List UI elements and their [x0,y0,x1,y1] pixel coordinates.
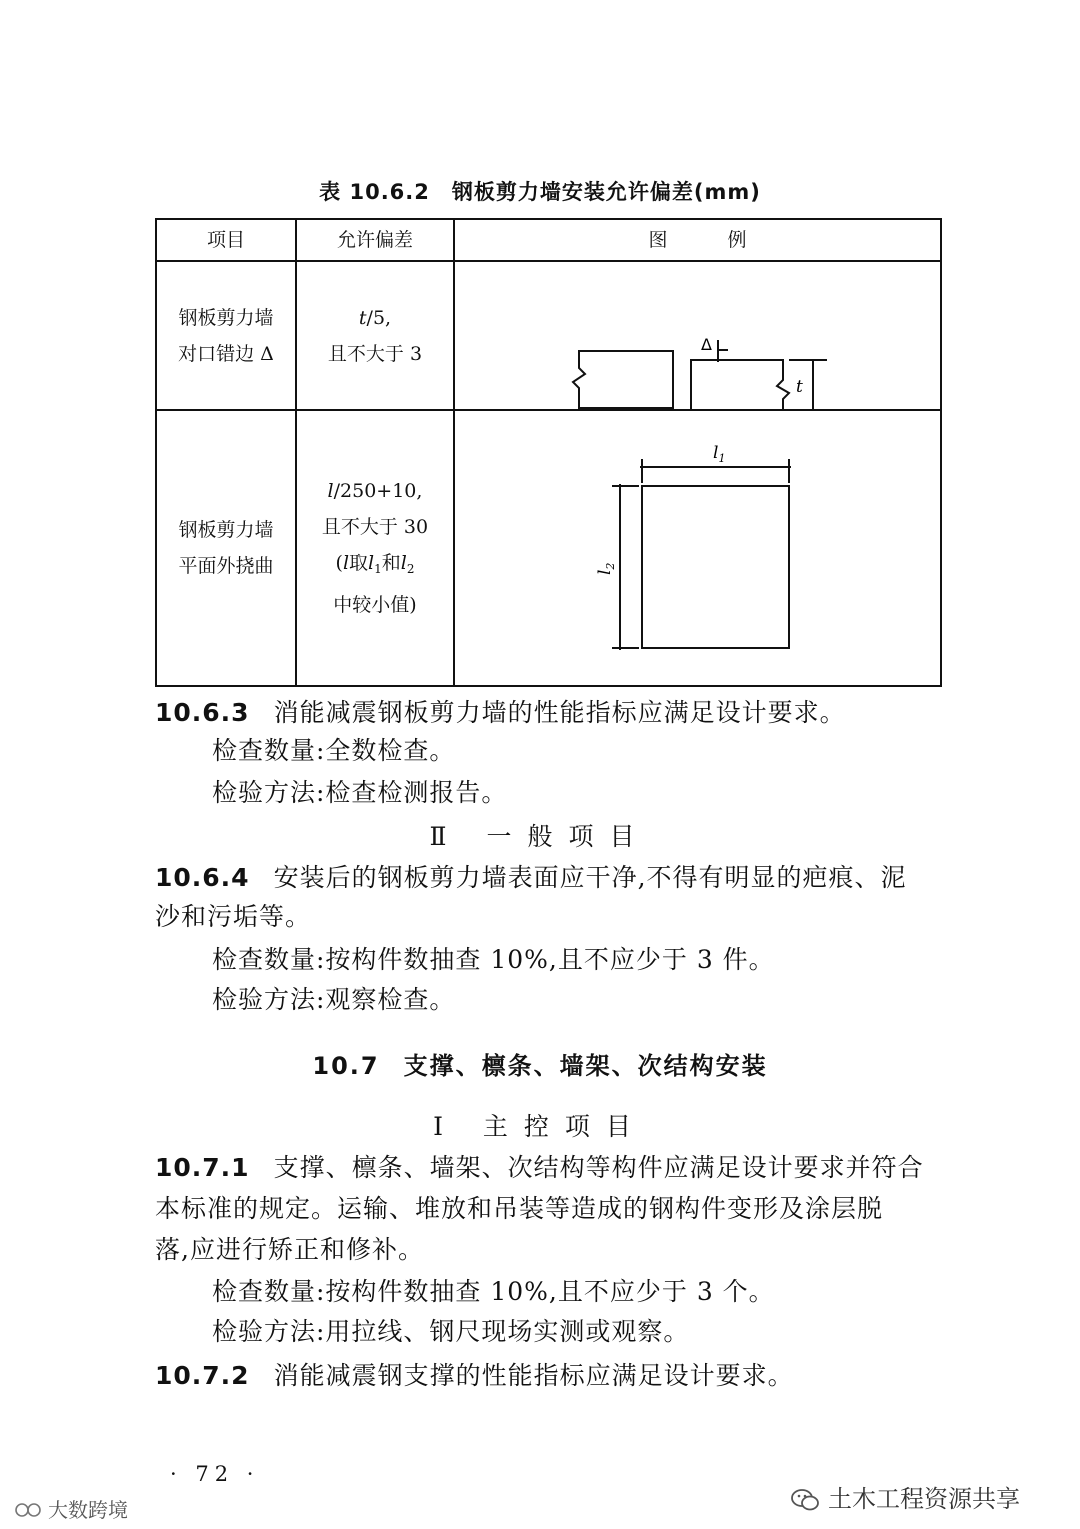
subsection-heading: Ⅱ 一般项目 [429,822,651,851]
inspection-method: 检验方法:用拉线、钢尺现场实测或观察。 [212,1317,690,1346]
tolerance-cell [296,410,454,686]
watermark-text: 大数跨境 [48,1498,128,1522]
table-caption: 钢板剪力墙安装允许偏差(mm) [451,180,761,204]
section-heading [0,1046,1080,1081]
clause-text: 消能减震钢支撑的性能指标应满足设计要求。 [273,1361,794,1390]
header-figure: 图例 [454,219,941,261]
clause-10-7-2 [155,1358,945,1394]
l2-sub: 2 [604,562,617,570]
clause-text-cont: 本标准的规定。运输、堆放和吊装等造成的钢构件变形及涂层脱 [155,1194,884,1223]
l2-var: l [595,569,615,575]
inspection-method: 检验方法:检查检测报告。 [212,778,508,807]
header-item: 项目 [156,219,296,261]
item-cell [156,261,296,410]
misalignment-diagram [455,262,942,409]
deflection-diagram [455,411,942,685]
clause-number: 10.6.3 [155,698,250,727]
table-row [156,261,941,410]
clause-text-cont: 落,应进行矫正和修补。 [155,1235,424,1264]
item-line: 钢板剪力墙 [178,519,274,541]
logo-icon [14,1499,44,1521]
var-l2: l [400,552,407,574]
text-and: 和 [381,552,401,574]
t-label: t [796,377,803,397]
figure-cell [454,261,941,410]
watermark-text: 土木工程资源共享 [828,1485,1020,1513]
tolerance-line: 且不大于 30 [321,516,429,538]
clause-10-6-3 [155,695,945,731]
inspection-quantity: 检查数量:全数检查。 [212,736,456,765]
l2-label [595,563,617,575]
tolerance-var: t [358,306,367,329]
table-title [0,176,1080,206]
tolerance-cell [296,261,454,410]
item-line: 平面外挠曲 [178,555,274,577]
wechat-icon [790,1487,820,1513]
clause-10-7-1 [155,1150,945,1186]
tolerance-var: l [327,480,334,502]
inspection-quantity: 检查数量:按构件数抽查 10%,且不应少于 3 个。 [212,1277,775,1306]
watermark-right [790,1479,1020,1514]
page-number: · 72 · [170,1462,260,1486]
table-row [156,410,941,686]
delta-label: Δ [701,335,712,354]
clause-text: 安装后的钢板剪力墙表面应干净,不得有明显的疤痕、泥 [273,863,907,892]
watermark-left [14,1494,128,1523]
item-line: 钢板剪力墙 [178,306,274,329]
l1-var: l [713,443,719,463]
table-number: 表 10.6.2 [319,180,430,204]
inspection-quantity: 检查数量:按构件数抽查 10%,且不应少于 3 件。 [212,945,775,974]
section-title: 支撑、檩条、墙架、次结构安装 [403,1052,768,1080]
item-line: 对口错边 Δ [178,342,274,365]
l1-sub: 1 [718,452,726,465]
clause-text: 支撑、檩条、墙架、次结构等构件应满足设计要求并符合 [273,1153,924,1182]
clause-text-cont: 沙和污垢等。 [155,902,312,931]
clause-10-6-4 [155,860,945,896]
tolerance-line: 且不大于 3 [327,342,423,365]
tolerance-line [297,545,453,587]
item-cell [156,410,296,686]
tolerance-line [297,300,453,336]
subsection-heading: Ⅰ 主控项目 [433,1112,647,1141]
l1-label [713,443,725,465]
tolerance-line: 中较小值) [333,594,417,616]
table-header-row [156,219,941,261]
text-take: 取 [349,552,369,574]
paren: ( [335,552,343,574]
tolerance-line [297,473,453,509]
var-l2-sub: 2 [406,562,415,576]
clause-number: 10.7.2 [155,1361,250,1390]
var-l1: l [368,552,375,574]
tolerance-table [155,218,942,687]
inspection-method: 检验方法:观察检查。 [212,985,456,1014]
header-tolerance: 允许偏差 [296,219,454,261]
tolerance-expr: /5, [366,306,392,329]
var-l1-sub: 1 [374,562,382,576]
tolerance-var: l [342,552,350,574]
clause-text: 消能减震钢板剪力墙的性能指标应满足设计要求。 [273,698,846,727]
tolerance-expr: /250+10, [333,480,423,502]
section-number: 10.7 [312,1052,380,1080]
clause-number: 10.6.4 [155,863,250,892]
clause-number: 10.7.1 [155,1153,250,1182]
figure-cell [454,410,941,686]
